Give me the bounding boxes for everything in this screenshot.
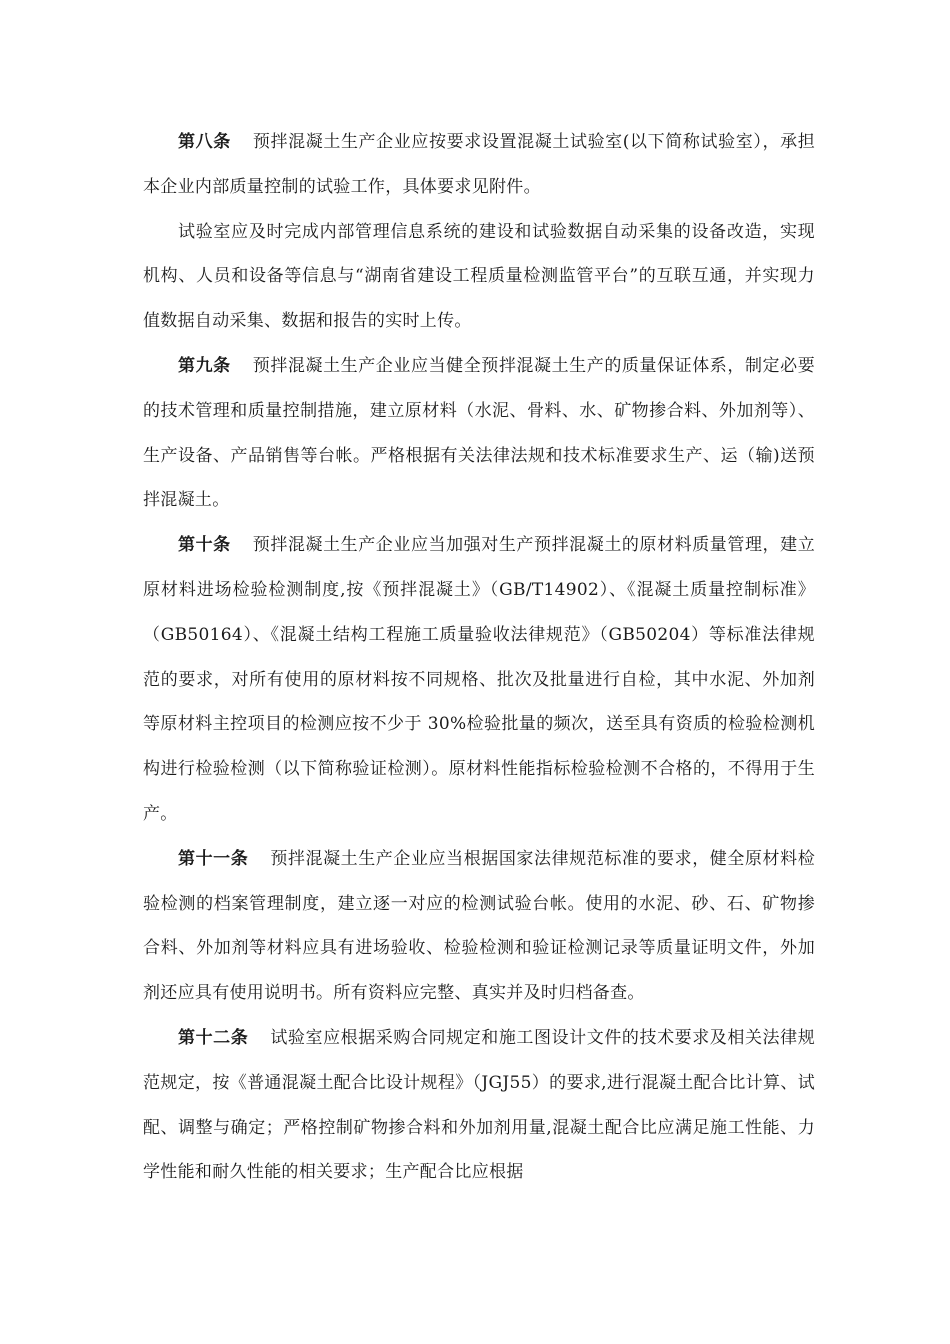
article-number: 第十一条: [178, 848, 249, 869]
paragraph-article-12: [143, 1016, 815, 1195]
document-page: [143, 120, 815, 1195]
paragraph-text: 试验室应根据采购合同规定和施工图设计文件的技术要求及相关法律规范规定，按《普通混凝土配合比设计规程》（JGJ55）的要求,进行混凝土配合比计算、试配、调整与确定；严格控制矿物掺合料和外加剂用量,混凝土配合比应满足施工性能、力学性能和耐久性能的相关要求；生产配合比应根据: [143, 1027, 815, 1183]
article-number: 第十条: [178, 535, 231, 556]
article-number: 第十二条: [178, 1027, 249, 1048]
article-number: 第八条: [178, 132, 231, 152]
paragraph-article-10: [143, 523, 815, 837]
paragraph-article-8: [143, 120, 815, 210]
paragraph-text: 预拌混凝土生产企业应当健全预拌混凝土生产的质量保证体系，制定必要的技术管理和质量控制措施，建立原材料（水泥、骨料、水、矿物掺合料、外加剂等）、生产设备、产品销售等台帐。严格根据有关法律法规和技术标准要求生产、运（输)送预拌混凝土。: [143, 355, 815, 511]
paragraph-text: 预拌混凝土生产企业应当加强对生产预拌混凝土的原材料质量管理，建立原材料进场检验检测制度,按《预拌混凝土》（GB/T14902）、《混凝土质量控制标准》（GB50164）、《混凝土结构工程施工质量验收法律规范》（GB50204）等标准法律规范的要求，对所有使用的原材料按不同规格、批次及批量进行自检，其中水泥、外加剂等原材料主控项目的检测应按不少于 30%检验批量的频次，送至具有资质的检验检测机构进行检验检测（以下简称验证检测）。原材料性能指标检验检测不合格的，不得用于生产。: [143, 535, 815, 824]
paragraph-article-9: [143, 344, 815, 523]
paragraph-article-8-continued: [143, 210, 815, 344]
article-number: 第九条: [178, 355, 231, 376]
paragraph-text: 预拌混凝土生产企业应按要求设置混凝土试验室(以下简称试验室），承担本企业内部质量控制的试验工作，具体要求见附件。: [143, 132, 816, 197]
paragraph-text: 预拌混凝土生产企业应当根据国家法律规范标准的要求，健全原材料检验检测的档案管理制度，建立逐一对应的检测试验台帐。使用的水泥、砂、石、矿物掺合料、外加剂等材料应具有进场验收、检验检测和验证检测记录等质量证明文件，外加剂还应具有使用说明书。所有资料应完整、真实并及时归档备查。: [143, 848, 815, 1004]
paragraph-text: 试验室应及时完成内部管理信息系统的建设和试验数据自动采集的设备改造，实现机构、人员和设备等信息与“湖南省建设工程质量检测监管平台”的互联互通，并实现力值数据自动采集、数据和报告的实时上传。: [143, 221, 815, 332]
paragraph-article-11: [143, 837, 815, 1016]
